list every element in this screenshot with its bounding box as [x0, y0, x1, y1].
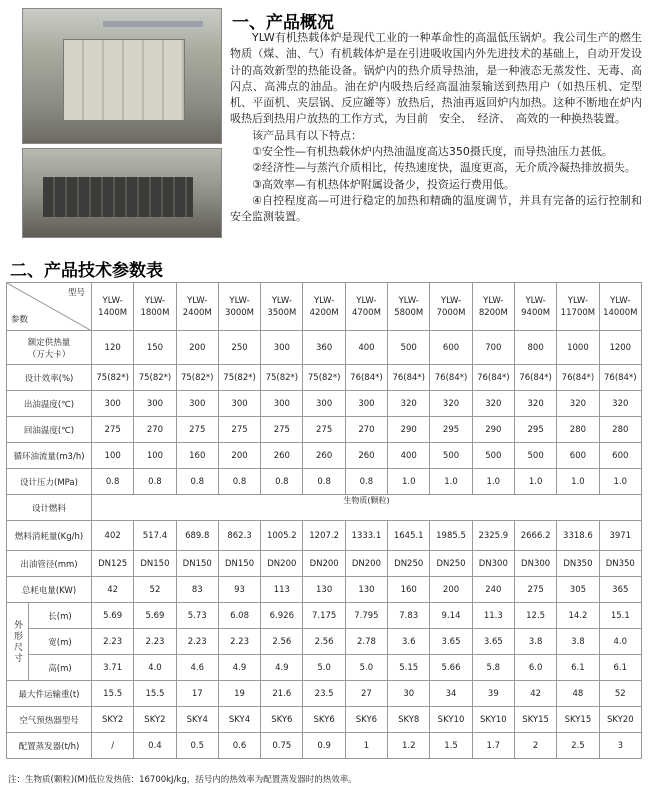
table-cell: 400	[345, 331, 387, 365]
table-cell: 275	[303, 417, 345, 443]
table-cell: 5.73	[176, 603, 218, 629]
table-cell: 2.23	[92, 629, 134, 655]
table-cell: 76(84*)	[599, 365, 641, 391]
table-cell: 500	[430, 443, 472, 469]
table-cell: 9.14	[430, 603, 472, 629]
row-label-cell: 长(m)	[29, 603, 92, 629]
table-cell: 42	[92, 577, 134, 603]
table-cell: 2.5	[557, 733, 599, 759]
table-cell: 15.5	[134, 681, 176, 707]
table-cell: 275	[261, 417, 303, 443]
table-cell: 75(82*)	[92, 365, 134, 391]
table-cell: 240	[472, 577, 514, 603]
table-row	[7, 733, 642, 759]
model-header-cell: YLW-1800M	[134, 283, 176, 331]
table-cell: 1.0	[472, 469, 514, 495]
table-cell: DN350	[599, 551, 641, 577]
table-cell: 5.15	[388, 655, 430, 681]
model-header-cell: YLW-8200M	[472, 283, 514, 331]
table-cell: 160	[176, 443, 218, 469]
model-header-cell: YLW-2400M	[176, 283, 218, 331]
table-cell: 1	[345, 733, 387, 759]
table-cell: 270	[134, 417, 176, 443]
table-cell: 0.8	[345, 469, 387, 495]
section-title-specs: 二、产品技术参数表	[10, 261, 163, 281]
table-cell: 1333.1	[345, 521, 387, 551]
table-cell: 200	[218, 443, 260, 469]
table-cell: 6.0	[514, 655, 556, 681]
table-cell: 300	[261, 331, 303, 365]
fuel-value-cell: 生物质(颗粒)	[92, 495, 642, 521]
table-cell: 500	[472, 443, 514, 469]
table-row-fuel	[7, 495, 642, 521]
table-cell: 2.23	[134, 629, 176, 655]
table-cell: 260	[261, 443, 303, 469]
model-header-cell: YLW-1400M	[92, 283, 134, 331]
table-cell: 1645.1	[388, 521, 430, 551]
table-cell: 275	[92, 417, 134, 443]
table-cell: 500	[514, 443, 556, 469]
table-cell: 15.1	[599, 603, 641, 629]
model-header-cell: YLW-9400M	[514, 283, 556, 331]
table-cell: 2.23	[218, 629, 260, 655]
table-cell: 21.6	[261, 681, 303, 707]
table-cell: 400	[388, 443, 430, 469]
table-cell: 0.4	[134, 733, 176, 759]
table-cell: 15.5	[92, 681, 134, 707]
overview-text	[230, 30, 642, 226]
table-cell: 100	[92, 443, 134, 469]
table-cell: SKY2	[92, 707, 134, 733]
table-cell: SKY10	[472, 707, 514, 733]
table-cell: 48	[557, 681, 599, 707]
table-cell: 76(84*)	[430, 365, 472, 391]
table-cell: DN350	[557, 551, 599, 577]
table-cell: 270	[345, 417, 387, 443]
table-cell: 0.5	[176, 733, 218, 759]
table-cell: 1.0	[599, 469, 641, 495]
table-cell: 1005.2	[261, 521, 303, 551]
table-cell: /	[92, 733, 134, 759]
table-cell: 0.8	[218, 469, 260, 495]
table-cell: 517.4	[134, 521, 176, 551]
boiler-body-shape	[43, 177, 193, 217]
table-cell: SKY2	[134, 707, 176, 733]
table-cell: 7.83	[388, 603, 430, 629]
table-cell: 4.0	[134, 655, 176, 681]
table-cell: 600	[430, 331, 472, 365]
table-row	[7, 417, 642, 443]
table-cell: 3.8	[557, 629, 599, 655]
table-cell: DN200	[345, 551, 387, 577]
table-cell: 160	[388, 577, 430, 603]
table-row	[7, 577, 642, 603]
table-cell: 19	[218, 681, 260, 707]
table-cell: DN125	[92, 551, 134, 577]
table-cell: 402	[92, 521, 134, 551]
table-cell: DN200	[303, 551, 345, 577]
table-cell: 700	[472, 331, 514, 365]
row-label-cell: 最大件运输重(t)	[7, 681, 92, 707]
row-label-cell: 设计燃料	[7, 495, 92, 521]
table-cell: 113	[261, 577, 303, 603]
table-cell: 93	[218, 577, 260, 603]
table-cell: 3.65	[472, 629, 514, 655]
table-header-row	[7, 283, 642, 331]
model-header-cell: YLW-4700M	[345, 283, 387, 331]
product-photo-boiler-side	[22, 148, 222, 238]
intro-paragraph: YLW有机热载体炉是现代工业的一种革命性的高温低压锅炉。我公司生产的燃生物质（煤、油、气）有机载体炉是在引进吸收国内外先进技术的基础上，自动开发设计的高效新型的热能设备。锅炉内的热介质导热油，是一种液态无蒸发性、无毒、高闪点、高沸点的油品。油在炉内吸热后经高温油泵输送到热用户（如热压机、定型机、平面机、夹层锅、反应罐等）放热后，热油再返回炉内加热。这种不断地在炉内吸热后到热用户放热的工作方式，为目前 安全、 经济、 高效的一种换热装置。	[230, 31, 642, 126]
row-label-cell: 回油温度(℃)	[7, 417, 92, 443]
table-cell: 1.0	[430, 469, 472, 495]
row-label-cell: 宽(m)	[29, 629, 92, 655]
table-cell: 600	[599, 443, 641, 469]
table-cell: DN300	[472, 551, 514, 577]
table-cell: 5.0	[303, 655, 345, 681]
table-cell: DN250	[430, 551, 472, 577]
table-cell: 17	[176, 681, 218, 707]
table-cell: 7.795	[345, 603, 387, 629]
model-header-cell: YLW-3500M	[261, 283, 303, 331]
table-cell: 1.2	[388, 733, 430, 759]
table-row	[7, 681, 642, 707]
table-cell: 275	[218, 417, 260, 443]
table-cell: SKY4	[218, 707, 260, 733]
table-cell: DN300	[514, 551, 556, 577]
feature-item: ③高效率—有机热体炉附属设备少，投资运行费用低。	[252, 177, 515, 191]
table-cell: 0.8	[176, 469, 218, 495]
row-label-cell: 额定供热量 （万大卡）	[7, 331, 92, 365]
table-cell: 320	[514, 391, 556, 417]
table-cell: 14.2	[557, 603, 599, 629]
table-cell: 0.8	[261, 469, 303, 495]
table-cell: 280	[557, 417, 599, 443]
table-cell: 300	[92, 391, 134, 417]
row-label-cell: 燃料消耗量(Kg/h)	[7, 521, 92, 551]
row-label-cell: 设计压力(MPa)	[7, 469, 92, 495]
table-cell: 862.3	[218, 521, 260, 551]
table-row	[7, 443, 642, 469]
table-cell: 130	[345, 577, 387, 603]
table-cell: 200	[176, 331, 218, 365]
table-cell: SKY6	[303, 707, 345, 733]
table-cell: 76(84*)	[388, 365, 430, 391]
table-cell: 365	[599, 577, 641, 603]
table-cell: 300	[345, 391, 387, 417]
section-title-overview: 一、产品概况	[232, 13, 334, 33]
spec-table-body	[7, 283, 642, 759]
table-cell: 5.0	[345, 655, 387, 681]
table-cell: 2666.2	[514, 521, 556, 551]
table-cell: SKY20	[599, 707, 641, 733]
table-cell: 6.08	[218, 603, 260, 629]
table-cell: 76(84*)	[345, 365, 387, 391]
table-cell: 5.8	[472, 655, 514, 681]
table-cell: 250	[218, 331, 260, 365]
table-cell: DN250	[388, 551, 430, 577]
table-cell: 4.6	[176, 655, 218, 681]
table-cell: 360	[303, 331, 345, 365]
table-cell: 3.8	[514, 629, 556, 655]
table-cell: 5.69	[92, 603, 134, 629]
table-cell: 0.8	[92, 469, 134, 495]
row-label-cell: 空气预热器型号	[7, 707, 92, 733]
table-cell: 280	[599, 417, 641, 443]
table-cell: 1.7	[472, 733, 514, 759]
model-header-cell: YLW-7000M	[430, 283, 472, 331]
table-cell: 260	[303, 443, 345, 469]
table-cell: 100	[134, 443, 176, 469]
table-row	[7, 707, 642, 733]
table-cell: 0.9	[303, 733, 345, 759]
table-cell: 76(84*)	[514, 365, 556, 391]
table-cell: 27	[345, 681, 387, 707]
table-cell: 42	[514, 681, 556, 707]
table-cell: 2325.9	[472, 521, 514, 551]
table-cell: 300	[261, 391, 303, 417]
row-label-cell: 循环油流量(m3/h)	[7, 443, 92, 469]
table-cell: 295	[430, 417, 472, 443]
footnote: 注：生物质(颗粒)(M)低位发热值：16700kJ/kg，括号内的热效率为配置蒸发器时的热效率。	[8, 775, 357, 785]
table-cell: 3.71	[92, 655, 134, 681]
table-cell: 1000	[557, 331, 599, 365]
table-cell: 150	[134, 331, 176, 365]
table-cell: 320	[557, 391, 599, 417]
spec-table	[6, 282, 642, 759]
table-cell: 1207.2	[303, 521, 345, 551]
table-cell: 600	[557, 443, 599, 469]
table-cell: SKY8	[388, 707, 430, 733]
table-cell: 0.8	[303, 469, 345, 495]
table-cell: SKY15	[557, 707, 599, 733]
table-cell: DN150	[176, 551, 218, 577]
product-photo-boiler-front	[22, 8, 222, 144]
table-row-dimension	[7, 603, 642, 629]
table-cell: 39	[472, 681, 514, 707]
table-cell: 30	[388, 681, 430, 707]
table-cell: DN150	[218, 551, 260, 577]
table-cell: 1.0	[557, 469, 599, 495]
table-row	[7, 391, 642, 417]
table-cell: 5.69	[134, 603, 176, 629]
table-cell: 6.926	[261, 603, 303, 629]
features-heading: 该产品具有以下特点：	[252, 128, 362, 142]
dimension-group-label: 外形尺寸	[7, 603, 29, 681]
table-cell: 1.0	[514, 469, 556, 495]
feature-item: ④自控程度高—可进行稳定的加热和精确的温度调节，并具有完备的运行控制和安全监测装置。	[230, 193, 642, 224]
table-cell: DN150	[134, 551, 176, 577]
model-header-cell: YLW-5800M	[388, 283, 430, 331]
table-cell: SKY10	[430, 707, 472, 733]
model-header-cell: YLW-14000M	[599, 283, 641, 331]
row-label-cell: 出油温度(℃)	[7, 391, 92, 417]
table-cell: 2	[514, 733, 556, 759]
table-cell: 120	[92, 331, 134, 365]
pipe-shape	[103, 21, 203, 27]
table-cell: 320	[388, 391, 430, 417]
table-cell: 75(82*)	[218, 365, 260, 391]
corner-label-model: 型号	[67, 288, 85, 298]
table-cell: 300	[176, 391, 218, 417]
table-cell: 320	[472, 391, 514, 417]
table-cell: 320	[599, 391, 641, 417]
table-cell: 6.1	[599, 655, 641, 681]
corner-cell	[7, 283, 92, 331]
table-cell: 7.175	[303, 603, 345, 629]
corner-label-param: 参数	[11, 315, 29, 325]
table-row-dimension	[7, 629, 642, 655]
table-cell: 75(82*)	[134, 365, 176, 391]
table-cell: 295	[514, 417, 556, 443]
row-label-cell: 出油管径(mm)	[7, 551, 92, 577]
table-cell: 5.66	[430, 655, 472, 681]
table-cell: 1.5	[430, 733, 472, 759]
table-cell: 3	[599, 733, 641, 759]
table-cell: 52	[599, 681, 641, 707]
table-cell: 689.8	[176, 521, 218, 551]
table-cell: 1985.5	[430, 521, 472, 551]
table-cell: 2.56	[303, 629, 345, 655]
table-cell: 3971	[599, 521, 641, 551]
table-cell: 305	[557, 577, 599, 603]
table-cell: 34	[430, 681, 472, 707]
model-header-cell: YLW-4200M	[303, 283, 345, 331]
table-cell: 0.8	[134, 469, 176, 495]
table-cell: 6.1	[557, 655, 599, 681]
table-row	[7, 551, 642, 577]
table-cell: 4.0	[599, 629, 641, 655]
table-cell: 11.3	[472, 603, 514, 629]
table-row	[7, 365, 642, 391]
table-cell: 300	[303, 391, 345, 417]
table-cell: 300	[218, 391, 260, 417]
table-cell: 1.0	[388, 469, 430, 495]
table-cell: 12.5	[514, 603, 556, 629]
model-header-cell: YLW-3000M	[218, 283, 260, 331]
table-row	[7, 521, 642, 551]
table-row	[7, 331, 642, 365]
table-cell: 2.56	[261, 629, 303, 655]
table-cell: 3.6	[388, 629, 430, 655]
row-label-cell: 总耗电量(KW)	[7, 577, 92, 603]
boiler-body-shape	[63, 39, 185, 121]
table-cell: SKY6	[345, 707, 387, 733]
row-label-cell: 设计效率(%)	[7, 365, 92, 391]
table-cell: 260	[345, 443, 387, 469]
table-cell: 1200	[599, 331, 641, 365]
table-cell: 75(82*)	[176, 365, 218, 391]
table-cell: 275	[514, 577, 556, 603]
table-cell: 300	[134, 391, 176, 417]
feature-item: ②经济性—与蒸汽介质相比，传热速度快，温度更高，无介质冷凝热排放损失。	[252, 161, 636, 175]
table-row-dimension	[7, 655, 642, 681]
table-cell: 52	[134, 577, 176, 603]
table-cell: 3.65	[430, 629, 472, 655]
table-row	[7, 469, 642, 495]
feature-item: ①安全性—有机热载休炉内热油温度高达350摄氏度，而导热油压力甚低。	[252, 145, 613, 159]
table-cell: 75(82*)	[303, 365, 345, 391]
table-cell: 800	[514, 331, 556, 365]
row-label-cell: 配置蒸发器(t/h)	[7, 733, 92, 759]
table-cell: 23.5	[303, 681, 345, 707]
table-cell: 0.6	[218, 733, 260, 759]
table-cell: 320	[430, 391, 472, 417]
table-cell: 75(82*)	[261, 365, 303, 391]
table-cell: 76(84*)	[557, 365, 599, 391]
table-cell: 3318.6	[557, 521, 599, 551]
table-cell: 290	[388, 417, 430, 443]
table-cell: 4.9	[261, 655, 303, 681]
table-cell: 130	[303, 577, 345, 603]
table-cell: 275	[176, 417, 218, 443]
table-cell: 83	[176, 577, 218, 603]
table-cell: 500	[388, 331, 430, 365]
table-cell: 290	[472, 417, 514, 443]
model-header-cell: YLW-11700M	[557, 283, 599, 331]
table-cell: DN200	[261, 551, 303, 577]
table-cell: 2.23	[176, 629, 218, 655]
table-cell: 0.75	[261, 733, 303, 759]
row-label-cell: 高(m)	[29, 655, 92, 681]
table-cell: SKY15	[514, 707, 556, 733]
table-cell: 76(84*)	[472, 365, 514, 391]
table-cell: SKY4	[176, 707, 218, 733]
table-cell: 4.9	[218, 655, 260, 681]
table-cell: SKY6	[261, 707, 303, 733]
table-cell: 200	[430, 577, 472, 603]
table-cell: 2.78	[345, 629, 387, 655]
